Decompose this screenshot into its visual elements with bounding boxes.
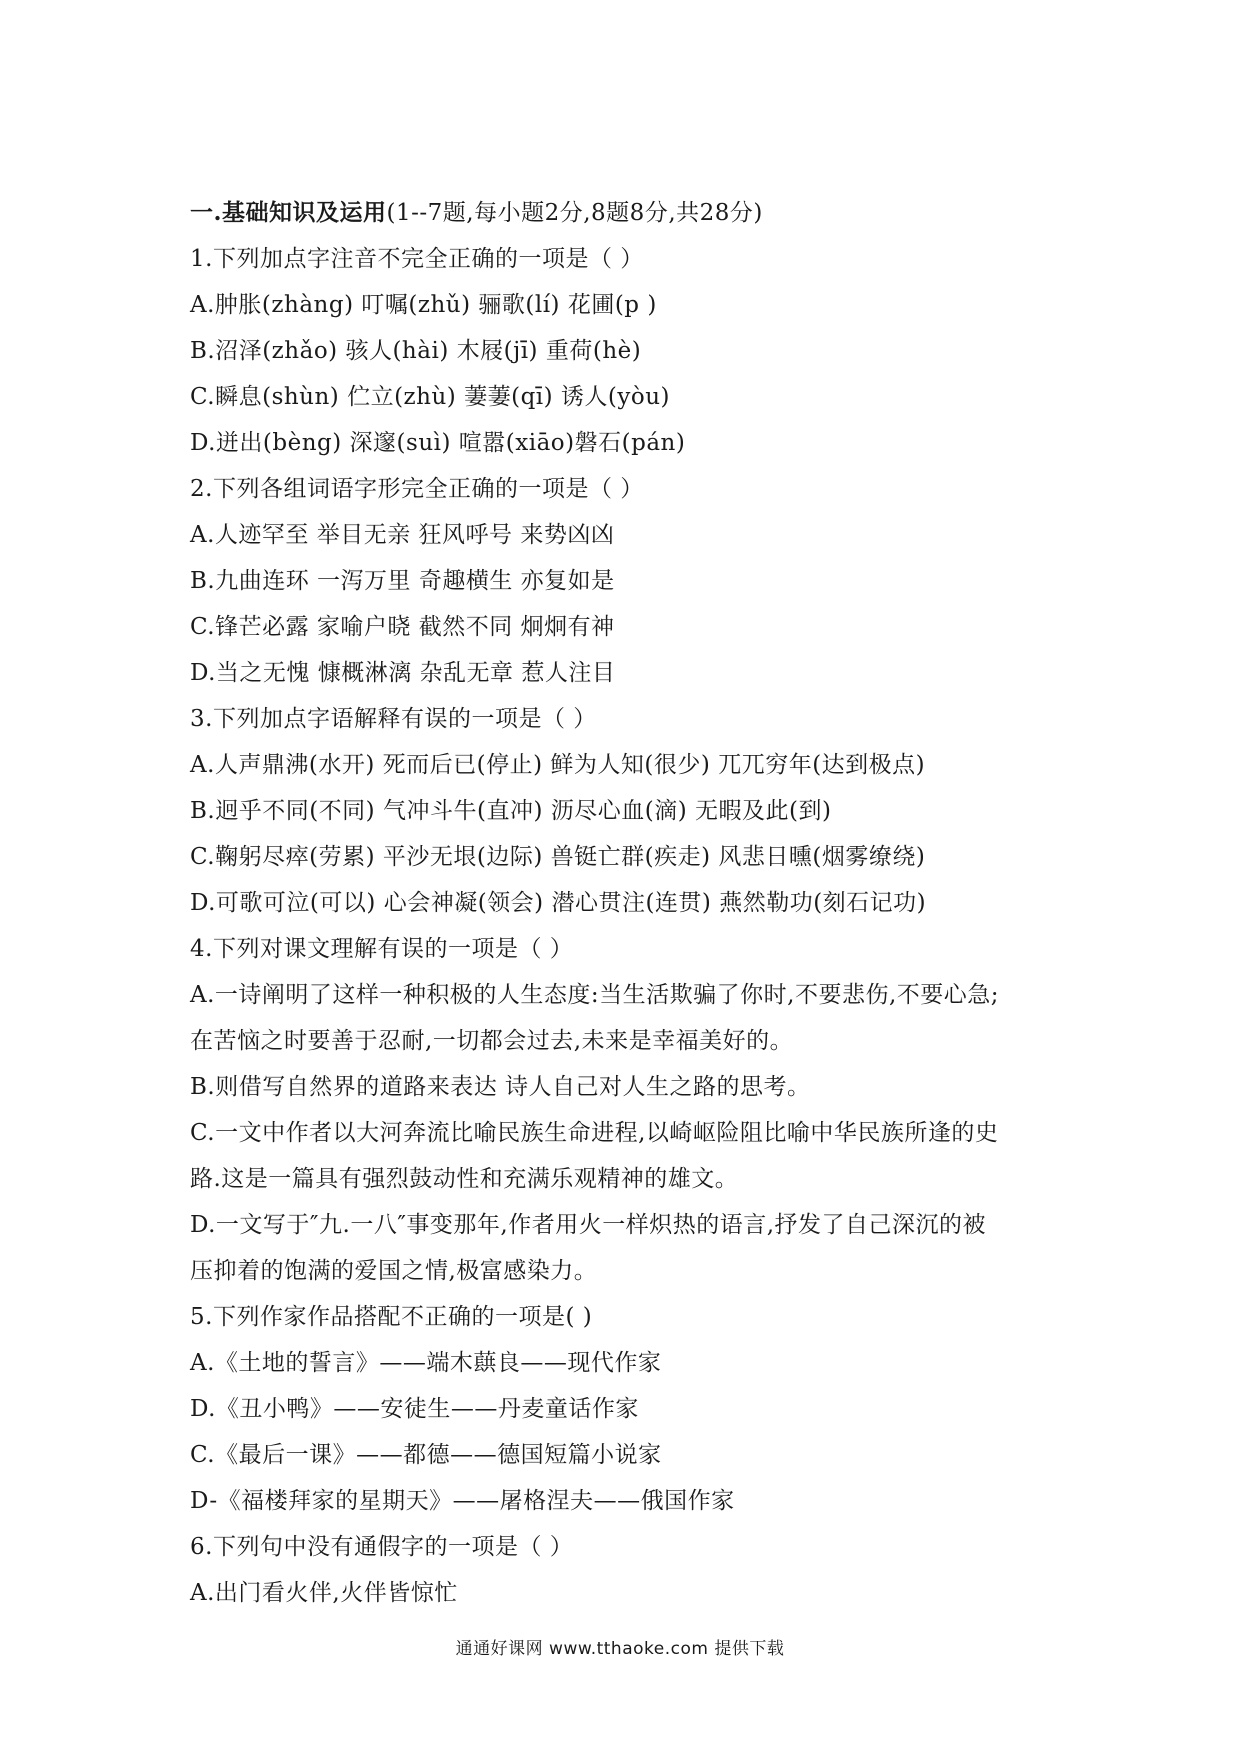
question-1-option-c: C.瞬息(shùn) 伫立(zhù) 萋萋(qī) 诱人(yòu) [190, 384, 671, 410]
question-4-option-b: B.则借写自然界的道路来表达 诗人自己对人生之路的思考。 [190, 1074, 811, 1100]
question-3-option-b: B.迥乎不同(不同) 气冲斗牛(直冲) 沥尽心血(滴) 无暇及此(到) [190, 798, 832, 824]
question-3-option-c: C.鞠躬尽瘁(劳累) 平沙无垠(边际) 兽铤亡群(疾走) 风悲日曛(烟雾缭绕) [190, 844, 926, 870]
question-2-option-d: D.当之无愧 慷概淋漓 杂乱无章 惹人注目 [190, 660, 616, 686]
question-1-option-b: B.沼泽(zhǎo) 骇人(hài) 木屐(jī) 重荷(hè) [190, 338, 642, 364]
question-4-option-d: D.一文写于″九.一八″事变那年,作者用火一样炽热的语言,抒发了自己深沉的被 [190, 1212, 987, 1238]
question-1: 1.下列加点字注音不完全正确的一项是（ ） [190, 246, 644, 272]
question-4-option-c: C.一文中作者以大河奔流比喻民族生命进程,以崎岖险阻比喻中华民族所逢的史 [190, 1120, 999, 1146]
question-4-option-d-cont: 压抑着的饱满的爱国之情,极富感染力。 [190, 1258, 598, 1284]
section-score: (1--7题,每小题2分,8题8分,共28分) [386, 200, 763, 226]
question-5-option-a: A.《土地的誓言》——端木蕻良——现代作家 [190, 1350, 662, 1376]
question-6: 6.下列句中没有通假字的一项是（ ） [190, 1534, 574, 1560]
question-6-option-a: A.出门看火伴,火伴皆惊忙 [190, 1580, 458, 1606]
question-4-option-a-cont: 在苦恼之时要善于忍耐,一切都会过去,未来是幸福美好的。 [190, 1028, 794, 1054]
question-5: 5.下列作家作品搭配不正确的一项是( ) [190, 1304, 593, 1330]
question-4-option-c-cont: 路.这是一篇具有强烈鼓动性和充满乐观精神的雄文。 [190, 1166, 739, 1192]
question-1-option-d: D.迸出(bèng) 深邃(suì) 喧嚣(xiāo)磐石(pán) [190, 430, 686, 456]
question-2: 2.下列各组词语字形完全正确的一项是（ ） [190, 476, 644, 502]
question-5-option-d: D-《福楼拜家的星期天》——屠格涅夫——俄国作家 [190, 1488, 735, 1514]
question-3-option-a: A.人声鼎沸(水开) 死而后已(停止) 鲜为人知(很少) 兀兀穷年(达到极点) [190, 752, 926, 778]
question-4: 4.下列对课文理解有误的一项是（ ） [190, 936, 574, 962]
question-2-option-a: A.人迹罕至 举目无亲 狂风呼号 来势凶凶 [190, 522, 615, 548]
question-5-option-b: D.《丑小鸭》——安徒生——丹麦童话作家 [190, 1396, 639, 1422]
exam-content [190, 190, 1070, 1616]
question-2-option-c: C.锋芒必露 家喻户晓 截然不同 炯炯有神 [190, 614, 615, 640]
section-title: 一.基础知识及运用 [190, 199, 387, 226]
question-1-option-a: A.肿胀(zhàng) 叮嘱(zhǔ) 骊歌(lí) 花圃(p ) [190, 292, 657, 318]
question-3-option-d: D.可歌可泣(可以) 心会神凝(领会) 潜心贯注(连贯) 燕然勒功(刻石记功) [190, 890, 927, 916]
question-4-option-a: A.一诗阐明了这样一种积极的人生态度:当生活欺骗了你时,不要悲伤,不要心急; [190, 982, 1000, 1008]
question-5-option-c: C.《最后一课》——都德——德国短篇小说家 [190, 1442, 662, 1468]
section-heading [190, 190, 1070, 236]
question-3: 3.下列加点字语解释有误的一项是（ ） [190, 706, 597, 732]
question-2-option-b: B.九曲连环 一泻万里 奇趣横生 亦复如是 [190, 568, 615, 594]
footer-watermark: 通通好课网 www.tthaoke.com 提供下载 [455, 1639, 785, 1659]
